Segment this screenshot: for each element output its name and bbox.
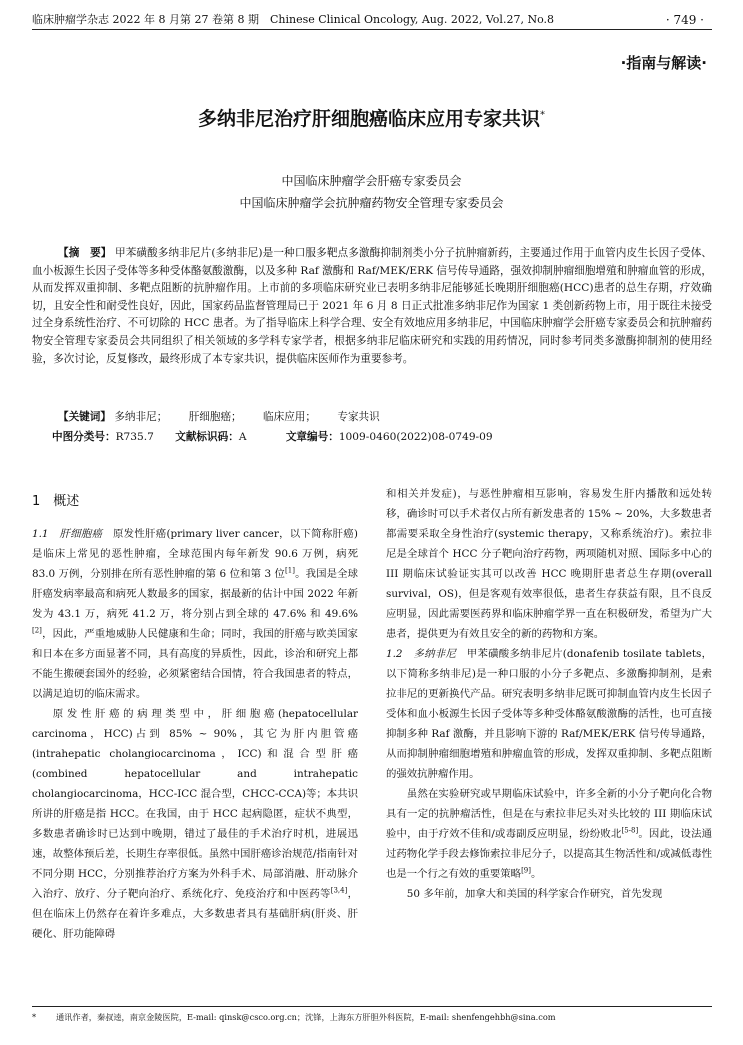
p4-text: 甲苯磺酸多纳非尼片(donafenib tosilate tablets，以下简称多纳非尼)是一种口服的小分子多靶点、多激酶抑制剂，是索拉非尼的更新换代产品。研究表明多纳非尼既可抑制血管内皮生长因子受体和血小板源生长因子受体等多种受体酪氨酸激酶的活性，也可直接抑制多种 Raf 激酶，并且影响下游的 Raf/MEK/ERK 信号传导通路，从而抑制肿瘤细胞增殖和肿瘤血管的形成，发挥双重抑制、多靶点阻断的强效抗肿瘤作用。 [386, 648, 713, 780]
p1b-text: 。我国是全球肝癌发病率最高和病死人数最多的国家，据最新的估计中国 2022 年新发为 43.1 万，病死 41.2 万，将分别占到全球的 47.6% 和 49.6% [32, 568, 358, 620]
ref-3-4: [3,4] [330, 886, 348, 895]
body-column-right [386, 484, 712, 904]
keywords-label: 【关键词】 [58, 411, 111, 423]
abstract-text: 甲苯磺酸多纳非尼片(多纳非尼)是一种口服多靶点多激酶抑制剂类小分子抗肿瘤新药，主要通过作用于血管内皮生长因子受体、血小板源生长因子受体等多种受体酪氨酸激酶，以及多种 Raf 激酶和 Raf/MEK/ERK 信号传导通路，强效抑制肿瘤细胞增殖和肿瘤血管的形成，从而发挥双重抑制、多靶点阻断的抗肿瘤作用。上市前的多项临床研究业已表明多纳非尼能够延长晚期肝细胞癌(HCC)患者的总生存期，疗效确切，且安全性和耐受性良好，因此，国家药品监督管理局已于 2021 年 6 月 8 日正式批准多纳非尼作为国家 1 类创新药物上市，用于既往未接受过全身系统性治疗、不可切除的 HCC 患者。为了指导临床上科学合理、安全有效地应用多纳非尼，中国临床肿瘤学会肝癌专家委员会和抗肿瘤药物安全管理专家委员会共同组织了相关领域的多学科专家学者，根据多纳非尼临床研究和实践的用药情况，同时参考同类多激酶抑制剂的使用经验，多次讨论，反复修改，最终形成了本专家共识，提供临床医师作为重要参考。 [32, 247, 712, 365]
p5-text: 虽然在实验研究或早期临床试验中，许多全新的小分子靶向化合物具有一定的抗肿瘤活性，但是在与索拉非尼头对头比较的 III 期临床试验中，由于疗效不佳和/或毒副反应明显，纷纷败北 [386, 788, 712, 840]
paragraph-1-2 [386, 644, 712, 784]
footnote-text: 通讯作者，秦叔逵，南京金陵医院，E-mail: qinsk@csco.org.cn；沈锋，上海东方肝胆外科医院，E-mail: shenfengehbh@sina.com [56, 1012, 556, 1022]
ref-9: [9] [521, 866, 531, 875]
doc-code-label: 文献标识码： [175, 431, 239, 443]
keyword-1: 多纳非尼； [114, 411, 168, 423]
footnote-divider [32, 1006, 712, 1007]
keyword-2: 肝细胞癌； [188, 411, 242, 423]
article-number-label: 文章编号： [285, 431, 339, 443]
ref-2: [2] [32, 626, 42, 635]
body-column-left [32, 484, 358, 944]
abstract-label: 【摘 要】 [58, 247, 112, 259]
subsection-heading-1-1: 1.1 肝细胞癌 [32, 528, 103, 540]
paragraph-6: 50 多年前，加拿大和美国的科学家合作研究，首先发现 [406, 888, 663, 900]
p2b-text: ，但在临床上仍然存在着许多难点，大多数患者具有基础肝病(肝炎、肝硬化、肝功能障碍 [32, 888, 359, 940]
paragraph-3: 和相关并发症)，与恶性肿瘤相互影响，容易发生肝内播散和远处转移，确诊时可以手术者仅占所有新发患者的 15% ~ 20%，大多数患者都需要采取全身性治疗(systemic therapy，又称系统治疗)。索拉非尼是全球首个 HCC 分子靶向治疗药物，两项随机对照、国际多中心的 III 期临床试验证实其可以改善 HCC 晚期肝患者总生存期(overall survival，OS)，但是客观有效率很低，患者生存获益有限，且不良反应明显，因此需要医药界和临床肿瘤学界一直在积极研发，希望为广大患者，提供更为有效且安全的新的药物和方案。 [386, 488, 712, 640]
article-title-text: 多纳非尼治疗肝细胞癌临床应用专家共识 [197, 108, 540, 130]
section-heading-1: 1 概述 [32, 494, 80, 509]
ref-1: [1] [285, 566, 295, 575]
author-block [0, 170, 743, 214]
running-header [32, 12, 712, 30]
p1-text: 原发性肝癌(primary liver cancer，以下简称肝癌)是临床上常见的恶性肿瘤，全球范围内每年新发 90.6 万例，病死 83.0 万例，分别排在所有恶性肿瘤的第 6 位和第 3 位 [32, 528, 358, 580]
keywords-block [52, 407, 708, 447]
clc-label: 中图分类号： [52, 431, 116, 443]
paragraph-1-1 [32, 524, 358, 704]
p5b-text: 。因此，设法通过药物化学手段去修饰索拉非尼分子，以提高其生物活性和/或减低毒性也是一个行之有效的重要策略 [386, 828, 713, 880]
page-number: · 749 · [665, 13, 704, 27]
footnote [32, 1010, 712, 1024]
subsection-heading-1-2: 1.2 多纳非尼 [386, 648, 457, 660]
title-footnote-mark: * [540, 109, 545, 121]
paragraph-2 [32, 704, 358, 944]
clc-value: R735.7 [115, 431, 154, 443]
footnote-mark: * [32, 1012, 37, 1022]
p2-text: 原发性肝癌的病理类型中，肝细胞癌(hepatocellular carcinoma，HCC)占到 85% ~ 90%，其它为肝内胆管癌(intrahepatic cholangiocarcinoma，ICC)和混合型肝癌(combined hepatocellular and intrahepatic cholangiocarcinoma，HCC-ICC 混合型，CHCC-CCA)等；本共识所讲的肝癌是指 HCC。在我国，由于 HCC 起病隐匿，症状不典型，多数患者确诊时已达到中晚期，错过了最佳的手术治疗时机，进展迅速，故整体预后差，长期生存率很低。虽然中国肝癌诊治规范/指南针对不同分期 HCC，分别推荐治疗方案为外科手术、局部消融、肝动脉介入治疗、放疗、分子靶向治疗、系统化疗、免疫治疗和中医药等 [32, 708, 358, 900]
classification-line [52, 427, 708, 447]
abstract [32, 245, 712, 368]
section-tag: ·指南与解读· [620, 54, 707, 72]
keyword-3: 临床应用； [263, 411, 316, 423]
keyword-4: 专家共识 [337, 411, 380, 423]
ref-5-8: [5-8] [621, 826, 639, 835]
author-line-1: 中国临床肿瘤学会肝癌专家委员会 [281, 174, 462, 188]
article-number-value: 1009-0460(2022)08-0749-09 [338, 431, 493, 443]
paragraph-5 [386, 784, 712, 884]
keywords-line [58, 407, 708, 427]
journal-running-title: 临床肿瘤学杂志 2022 年 8 月第 27 卷第 8 期 Chinese Clinical Oncology, Aug. 2022, Vol.27, No.8 [32, 13, 554, 26]
p5c-text: 。 [531, 868, 542, 880]
doc-code-value: A [238, 431, 247, 443]
article-title [0, 104, 743, 131]
author-line-2: 中国临床肿瘤学会抗肿瘤药物安全管理专家委员会 [239, 196, 504, 210]
p1c-text: ，因此，严重地威胁人民健康和生命；同时，我国的肝癌与欧美国家和日本在多方面显著不同，具有高度的异质性，因此，诊治和研究上都不能生搬硬套国外的经验，必须紧密结合国情，符合我国患者的特点，以满足迫切的临床需求。 [32, 628, 358, 700]
